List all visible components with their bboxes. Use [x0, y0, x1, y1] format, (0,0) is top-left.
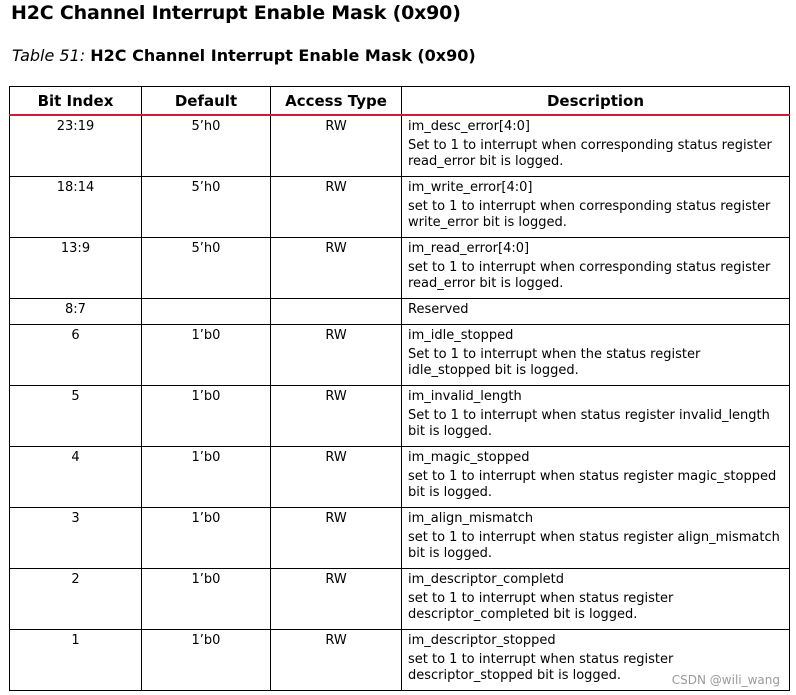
table-row: [10, 447, 790, 508]
cell-default: 5’h0: [142, 238, 271, 299]
cell-description: [402, 177, 790, 238]
cell-description: [402, 299, 790, 325]
field-description: Set to 1 to interrupt when status register invalid_length bit is logged.: [408, 408, 770, 439]
cell-bit-index: 5: [10, 386, 142, 447]
field-description: Set to 1 to interrupt when corresponding status register read_error bit is logged.: [408, 138, 772, 169]
field-name: im_invalid_length: [408, 389, 522, 404]
cell-default: 5’h0: [142, 115, 271, 177]
cell-bit-index: 18:14: [10, 177, 142, 238]
cell-bit-index: 3: [10, 508, 142, 569]
cell-bit-index: 6: [10, 325, 142, 386]
field-description: set to 1 to interrupt when status register align_mismatch bit is logged.: [408, 530, 780, 561]
cell-default: 1’b0: [142, 325, 271, 386]
table-row: [10, 115, 790, 177]
cell-access-type: RW: [271, 177, 402, 238]
cell-default: 1’b0: [142, 447, 271, 508]
field-name: im_write_error[4:0]: [408, 180, 533, 195]
field-description: set to 1 to interrupt when status register magic_stopped bit is logged.: [408, 469, 777, 500]
cell-access-type: RW: [271, 325, 402, 386]
cell-default: 1’b0: [142, 508, 271, 569]
cell-description: [402, 325, 790, 386]
table-row: [10, 299, 790, 325]
cell-default: 1’b0: [142, 630, 271, 691]
cell-access-type: RW: [271, 115, 402, 177]
cell-description: [402, 115, 790, 177]
field-name: im_align_mismatch: [408, 511, 534, 526]
table-row: [10, 569, 790, 630]
table-caption-label: Table 51:: [12, 46, 86, 65]
cell-default: 5’h0: [142, 177, 271, 238]
cell-access-type: RW: [271, 447, 402, 508]
table-row: [10, 325, 790, 386]
field-name: im_descriptor_completd: [408, 572, 565, 587]
cell-access-type: RW: [271, 238, 402, 299]
field-description: set to 1 to interrupt when status register descriptor_completed bit is logged.: [408, 591, 674, 622]
cell-access-type: RW: [271, 508, 402, 569]
cell-description: [402, 386, 790, 447]
cell-description: [402, 238, 790, 299]
table-row: [10, 177, 790, 238]
cell-description: [402, 508, 790, 569]
cell-access-type: [271, 299, 402, 325]
header-default: Default: [142, 87, 271, 116]
field-name: im_idle_stopped: [408, 328, 514, 343]
field-description: Set to 1 to interrupt when the status register idle_stopped bit is logged.: [408, 347, 701, 378]
register-table: [9, 86, 790, 691]
cell-description: [402, 447, 790, 508]
field-description: set to 1 to interrupt when corresponding status register write_error bit is logged.: [408, 199, 771, 230]
table-row: [10, 508, 790, 569]
header-description: Description: [402, 87, 790, 116]
cell-bit-index: 1: [10, 630, 142, 691]
cell-bit-index: 23:19: [10, 115, 142, 177]
field-description: set to 1 to interrupt when corresponding status register read_error bit is logged.: [408, 260, 771, 291]
field-name: im_read_error[4:0]: [408, 241, 530, 256]
cell-default: 1’b0: [142, 569, 271, 630]
table-caption-title: H2C Channel Interrupt Enable Mask (0x90): [90, 46, 476, 65]
cell-bit-index: 13:9: [10, 238, 142, 299]
cell-access-type: RW: [271, 630, 402, 691]
cell-access-type: RW: [271, 569, 402, 630]
header-access-type: Access Type: [271, 87, 402, 116]
field-name: Reserved: [408, 302, 469, 317]
field-name: im_descriptor_stopped: [408, 633, 556, 648]
table-caption: [12, 46, 476, 65]
table-row: [10, 386, 790, 447]
cell-bit-index: 4: [10, 447, 142, 508]
watermark: CSDN @wili_wang: [671, 673, 780, 687]
field-name: im_magic_stopped: [408, 450, 530, 465]
table-row: [10, 238, 790, 299]
header-bit-index: Bit Index: [10, 87, 142, 116]
field-name: im_desc_error[4:0]: [408, 119, 530, 134]
cell-bit-index: 8:7: [10, 299, 142, 325]
cell-access-type: RW: [271, 386, 402, 447]
cell-description: [402, 569, 790, 630]
page-heading: H2C Channel Interrupt Enable Mask (0x90): [11, 2, 461, 24]
cell-bit-index: 2: [10, 569, 142, 630]
cell-default: 1’b0: [142, 386, 271, 447]
table-header-row: [10, 87, 790, 116]
field-description: set to 1 to interrupt when status register descriptor_stopped bit is logged.: [408, 652, 674, 683]
cell-default: [142, 299, 271, 325]
